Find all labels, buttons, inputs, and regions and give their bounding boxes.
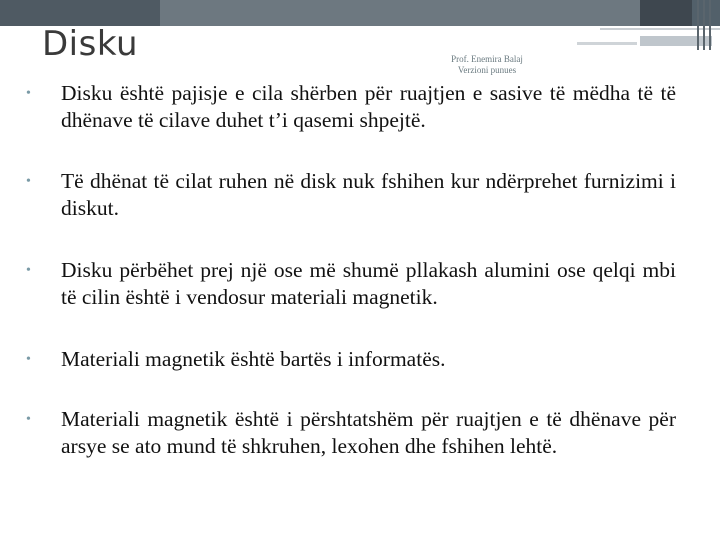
slide-title: Disku — [42, 24, 139, 64]
bullet-text: Materiali magnetik është i përshtatshëm për ruajtjen e të dhënave për arsye se ato mund të shkruhen, lexohen dhe fshihen lehtë. — [61, 407, 676, 458]
bullet-text: Disku përbëhet prej një ose më shumë pllakash alumini ose qelqi mbi të cilin është i vendosur materiali magnetik. — [61, 258, 676, 309]
bullet-item — [26, 406, 676, 460]
bullet-item — [26, 80, 676, 134]
decorative-line — [709, 0, 711, 50]
bullet-marker-icon: • — [26, 86, 31, 101]
bullet-marker-icon: • — [26, 174, 31, 189]
decorative-line — [703, 0, 705, 50]
bullet-text: Të dhënat të cilat ruhen në disk nuk fshihen kur ndërprehet furnizimi i diskut. — [61, 169, 676, 220]
header-bar-segment — [640, 0, 692, 26]
bullet-marker-icon: • — [26, 352, 31, 367]
bullet-marker-icon: • — [26, 263, 31, 278]
header-bar-segment — [0, 0, 160, 26]
decorative-line — [697, 0, 699, 50]
version-note: Verzioni punues — [457, 65, 517, 75]
bullet-item — [26, 168, 676, 222]
header-bar-segment — [160, 0, 640, 26]
bullet-item — [26, 257, 676, 311]
author-name: Prof. Enemira Balaj — [451, 54, 523, 64]
header-bar — [0, 0, 720, 26]
bullet-marker-icon: • — [26, 412, 31, 427]
author-note — [432, 54, 542, 76]
bullet-text: Materiali magnetik është bartës i informatës. — [61, 347, 446, 371]
bullet-item — [26, 346, 676, 373]
decorative-rule — [600, 28, 720, 30]
decorative-rule — [640, 36, 712, 46]
decorative-rule — [577, 42, 637, 45]
bullet-list — [26, 80, 676, 460]
bullet-text: Disku është pajisje e cila shërben për ruajtjen e sasive të mëdha të të dhënave të cilave duhet t’i qasemi shpejtë. — [61, 81, 676, 132]
